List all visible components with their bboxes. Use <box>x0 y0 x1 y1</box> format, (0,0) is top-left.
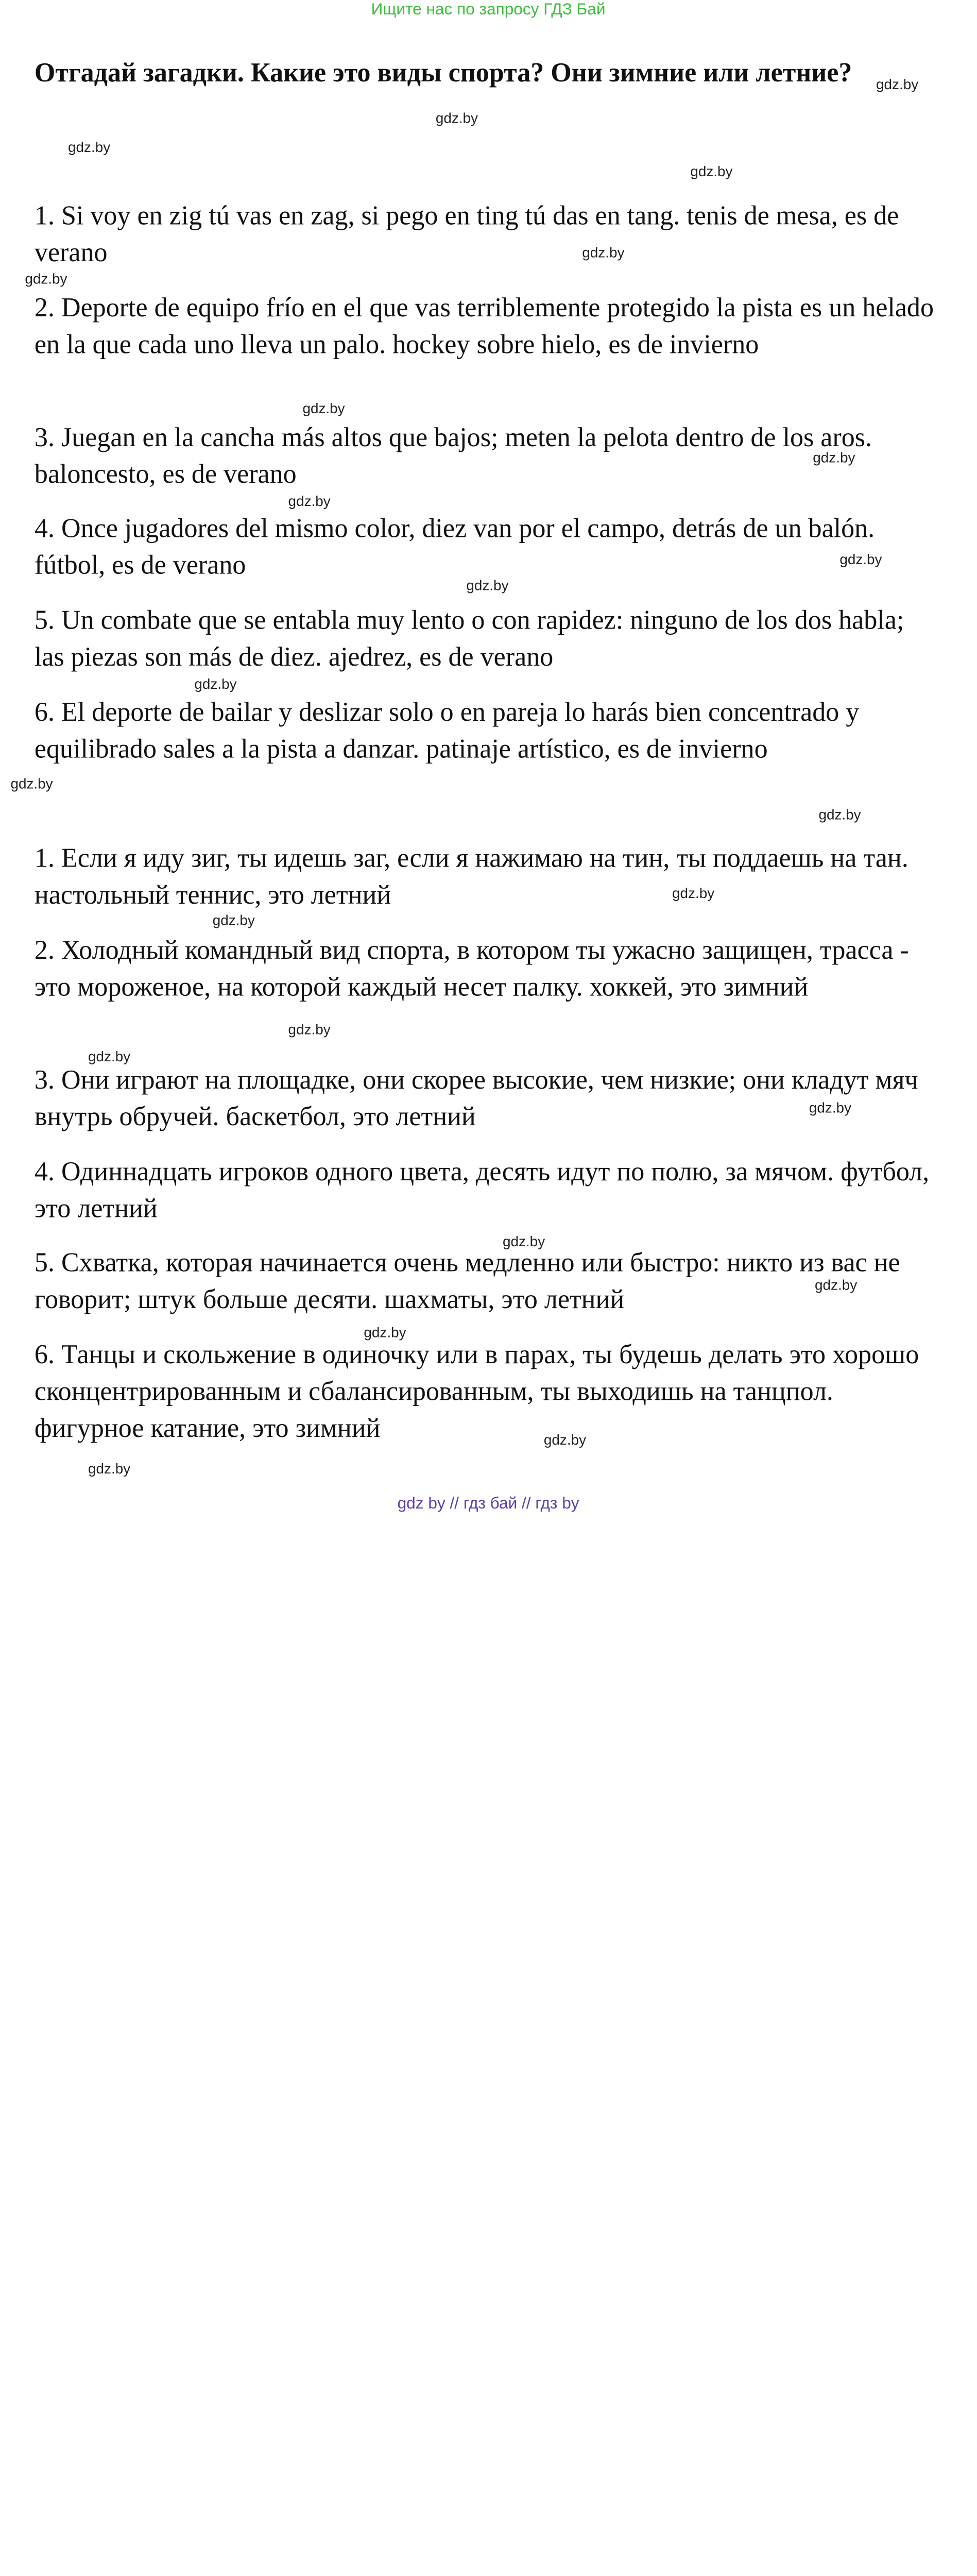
watermark: gdz.by <box>364 1324 406 1341</box>
spanish-answer-1: 1. Si voy en zig tú vas en zag, si pego en ting tú das en tang. tenis de mesa, es de verano <box>34 201 899 268</box>
watermark: gdz.by <box>288 493 331 510</box>
watermark: gdz.by <box>502 1233 545 1250</box>
russian-answer-5: 5. Схватка, которая начинается очень медленно или быстро: никто из вас не говорит; штук больше десяти. шахматы, это летний <box>34 1248 900 1315</box>
watermark: gdz.by <box>466 578 509 595</box>
watermark: gdz.by <box>25 270 67 287</box>
watermark: gdz.by <box>194 676 237 693</box>
spanish-answer-5: 5. Un combate que se entabla muy lento o con rapidez: ninguno de los dos habla; las piezas son más de diez. ajedrez, es de verano <box>34 605 904 673</box>
russian-answer-2: 2. Холодный командный вид спорта, в котором ты ужасно защищен, трасса - это мороженое, на которой каждый несет палку. хоккей, это зимний <box>34 936 909 1003</box>
top-banner: Ищите нас по запросу ГДЗ Бай <box>371 0 606 19</box>
watermark: gdz.by <box>839 551 882 568</box>
watermark: gdz.by <box>88 1048 131 1065</box>
watermark: gdz.by <box>67 139 111 156</box>
russian-answer-3: 3. Они играют на площадке, они скорее высокие, чем низкие; они кладут мяч внутрь обручей. баскетбол, это летний <box>34 1065 918 1132</box>
spanish-answer-3: 3. Juegan en la cancha más altos que bajos; meten la pelota dentro de los aros. baloncesto, es de verano <box>34 422 872 490</box>
watermark: gdz.by <box>582 245 625 262</box>
watermark: gdz.by <box>212 912 255 929</box>
task-title: Отгадай загадки. Какие это виды спорта? Они зимние или летние? <box>34 58 852 88</box>
watermark: gdz.by <box>288 1022 331 1039</box>
spanish-answer-4: 4. Once jugadores del mismo color, diez van por el campo, detrás de un balón. fútbol, es de verano <box>34 514 875 581</box>
watermark: gdz.by <box>302 400 345 417</box>
watermark: gdz.by <box>10 776 53 793</box>
watermark: gdz.by <box>543 1432 587 1449</box>
watermark: gdz.by <box>690 163 733 180</box>
spanish-answer-6: 6. El deporte de bailar y deslizar solo o en pareja lo harás bien concentrado y equilibrado sales a la pista a danzar. patinaje artístico, es de invierno <box>34 698 860 765</box>
watermark: gdz.by <box>818 807 861 824</box>
watermark: gdz.by <box>813 450 855 467</box>
watermark: gdz.by <box>876 76 919 93</box>
spanish-answer-2: 2. Deporte de equipo frío en el que vas terriblemente protegido la pista es un helado en la que cada uno lleva un palo. hockey sobre hielo, es de invierno <box>34 293 934 360</box>
russian-answer-1: 1. Если я иду зиг, ты идешь заг, если я нажимаю на тин, ты поддаешь на тан. настольный теннис, это летний <box>34 843 909 911</box>
watermark: gdz.by <box>815 1277 858 1294</box>
russian-answer-6: 6. Танцы и скольжение в одиночку или в парах, ты будешь делать это хорошо сконцентрированным и сбалансированным, ты выходишь на танцпол. фигурное катание, это зимний <box>34 1340 919 1444</box>
watermark: gdz.by <box>88 1461 131 1478</box>
watermark: gdz.by <box>809 1100 852 1117</box>
watermark: gdz.by <box>672 885 715 902</box>
russian-answer-4: 4. Одиннадцать игроков одного цвета, десять идут по полю, за мячом. футбол, это летний <box>34 1157 930 1224</box>
footer-text: gdz by // гдз бай // гдз by <box>397 1494 579 1513</box>
watermark: gdz.by <box>435 110 478 127</box>
